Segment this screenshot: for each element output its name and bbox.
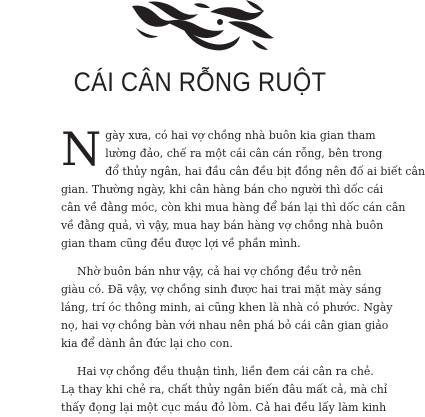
text-line: kia để dành ân đức lại cho con. (61, 337, 233, 350)
text-line: đổ thủy ngân, hai đầu cân đều bịt đồng nên đố ai biết cân (105, 165, 425, 178)
text-line: lường đảo, chế ra một cái cân cán rỗng, bên trong (105, 147, 383, 160)
paragraph (61, 363, 388, 417)
text-line: thấy đọng lại một cục máu đỏ lòm. Cả hai đều lấy làm kinh (61, 401, 387, 414)
text-line: Nhờ buôn bán như vậy, cả hai vợ chồng đều trở nên (77, 265, 362, 278)
text-line: nọ, hai vợ chồng bàn với nhau nên phá bỏ cái cân gian giảo (61, 319, 389, 332)
text-line: gày xưa, có hai vợ chồng nhà buôn kia gian tham (105, 129, 376, 142)
text-line: láng, trí óc thông minh, ai cũng khen là nhà có phước. Ngày (61, 301, 393, 314)
drop-cap: N (61, 122, 102, 176)
text-line: cân về đằng móc, còn khi mua hàng để bán lại thì dốc cán cân (61, 201, 406, 214)
story-body (61, 122, 425, 417)
paragraph (61, 122, 425, 253)
page-title: CÁI CÂN RỖNG RUỘT (73, 67, 327, 97)
text-line: Lạ thay khi chẻ ra, chất thủy ngân biến đâu mất cả, mà chỉ (61, 383, 388, 396)
text-line: về đằng quả, vì vậy, mua hay bán hàng vợ chồng nhà buôn (61, 219, 384, 232)
text-line: giàu có. Đã vậy, vợ chồng sinh được hai trai mặt mày sáng (61, 283, 382, 296)
dragon-ornament-icon (128, 0, 276, 52)
text-line: gian tham cũng đều được lợi về phần mình. (61, 237, 301, 250)
paragraph (61, 263, 393, 353)
text-line: Hai vợ chồng đều thuận tình, liền đem cái cân ra chẻ. (77, 365, 374, 378)
text-line: gian. Thường ngày, khi cân hàng bán cho người thì dốc cái (61, 183, 384, 196)
